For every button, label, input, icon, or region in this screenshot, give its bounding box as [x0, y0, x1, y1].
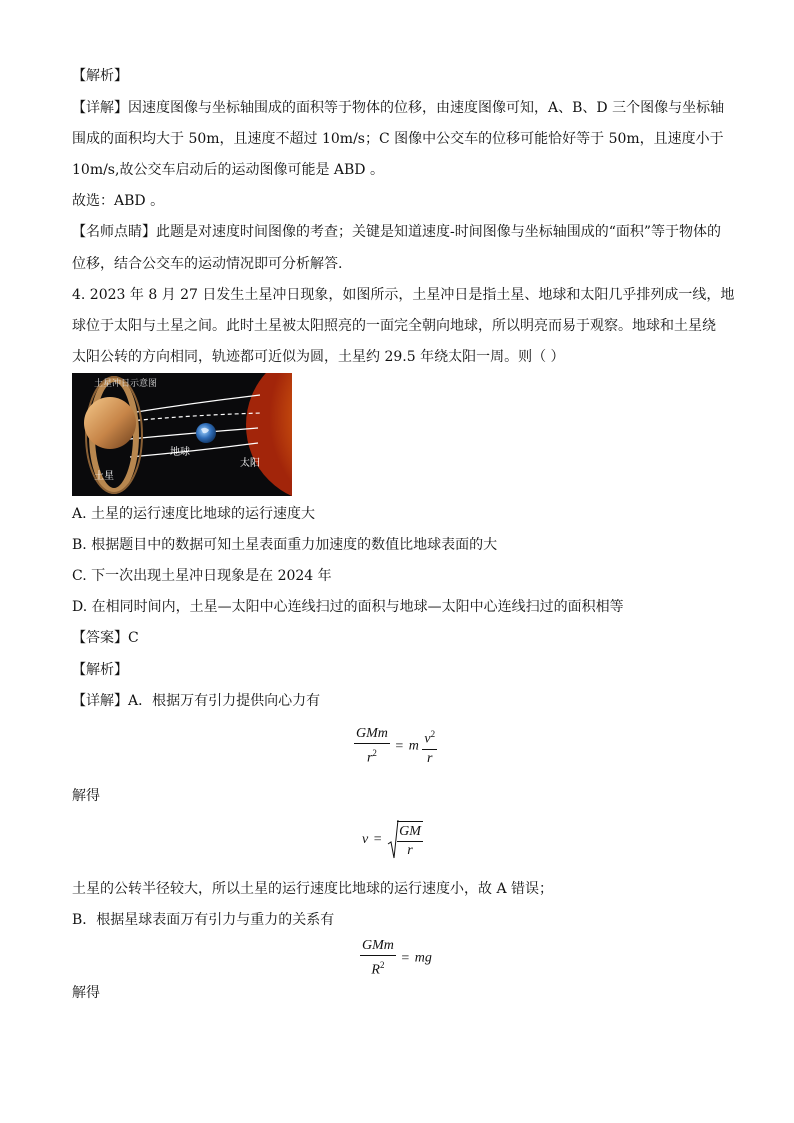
- label-saturn: 土星: [94, 471, 114, 482]
- label-earth: 地球: [170, 447, 190, 458]
- text-line: 位移，结合公交车的运动情况即可分析解答.: [72, 256, 343, 272]
- eq1-exponent: 2: [372, 748, 377, 758]
- option-d: D. 在相同时间内，土星—太阳中心连线扫过的面积与地球—太阳中心连线扫过的面积相等: [72, 599, 624, 615]
- detail-a: 【详解】A．根据万有引力提供向心力有: [72, 693, 321, 709]
- label-sun: 太阳: [240, 458, 260, 469]
- eq1-radius: r: [427, 750, 433, 766]
- eq3-denominator: R: [371, 962, 380, 978]
- jiede-1: 解得: [72, 788, 100, 804]
- eq3-numerator: GMm: [360, 938, 396, 956]
- saturn-shape: [84, 397, 136, 449]
- option-b: B. 根据题目中的数据可知土星表面重力加速度的数值比地球表面的大: [72, 537, 498, 553]
- text-line: 【详解】因速度图像与坐标轴围成的面积等于物体的位移，由速度图像可知，A、B、D 三个图像与坐标轴: [72, 100, 725, 116]
- conclusion-a: 土星的公转半径较大，所以土星的运行速度比地球的运行速度小，故 A 错误；: [72, 881, 554, 897]
- question-4-stem: 4. 2023 年 8 月 27 日发生土星冲日现象，如图所示，土星冲日是指土星、地球和太阳几乎排列成一线，地: [72, 287, 735, 303]
- saturn-opposition-figure: [72, 373, 292, 496]
- eq3-exponent: 2: [379, 960, 385, 970]
- eq2-denominator: r: [407, 843, 413, 858]
- eq1-numerator: GMm: [354, 726, 390, 744]
- text-line: 太阳公转的方向相同，轨迹都可近似为圆，土星约 29.5 年绕太阳一周。则（ ）: [72, 349, 565, 365]
- option-c: C. 下一次出现土星冲日现象是在 2024 年: [72, 568, 332, 584]
- eq3-rhs: mg: [414, 950, 432, 966]
- equation-gravity-centripetal: [354, 726, 437, 767]
- option-a: A. 土星的运行速度比地球的运行速度大: [72, 506, 316, 522]
- eq1-denominator: r: [366, 750, 373, 766]
- text-line: 故选：ABD 。: [72, 193, 165, 209]
- figure-title: 土星冲日示意图: [94, 379, 158, 389]
- answer: 【答案】C: [72, 630, 139, 646]
- eq1-velocity-exponent: 2: [430, 729, 436, 739]
- eq3-equals: =: [401, 950, 410, 966]
- figure-illustration: [72, 373, 292, 496]
- eq2-equals: =: [373, 832, 382, 848]
- detail-b: B．根据星球表面万有引力与重力的关系有: [72, 912, 335, 928]
- equation-velocity: [362, 818, 423, 862]
- text-line: 围成的面积均大于 50m，且速度不超过 10m/s；C 图像中公交车的位移可能恰好等于 50m，且速度小于: [72, 131, 724, 147]
- eq1-velocity: v: [424, 731, 431, 747]
- eq2-lhs: v: [362, 832, 369, 848]
- earth-shape: [196, 423, 216, 443]
- eq1-equals: =: [395, 738, 404, 754]
- section-heading-analysis: 【解析】: [72, 662, 128, 678]
- text-line: 球位于太阳与土星之间。此时土星被太阳照亮的一面完全朝向地球，所以明亮而易于观察。地球和土星绕: [72, 318, 716, 334]
- equation-surface-gravity: [360, 938, 432, 979]
- eq1-mass: m: [408, 738, 419, 754]
- text-line: 10m/s,故公交车启动后的运动图像可能是 ABD 。: [72, 162, 384, 178]
- eq2-numerator: GM: [397, 824, 423, 842]
- jiede-2: 解得: [72, 985, 100, 1001]
- text-line: 【名师点睛】此题是对速度时间图像的考查；关键是知道速度-时间图像与坐标轴围成的“面积”等于物体的: [72, 224, 722, 240]
- section-heading-analysis: 【解析】: [72, 68, 128, 84]
